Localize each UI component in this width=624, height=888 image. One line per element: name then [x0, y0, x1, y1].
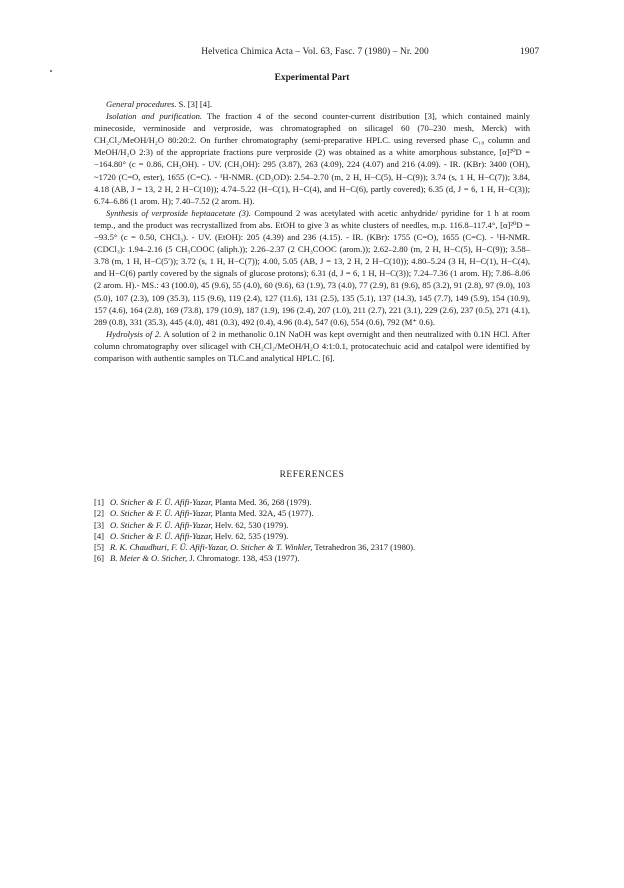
paragraph-lead: Isolation and purification. — [106, 111, 203, 122]
paragraph-lead: Synthesis of verproside heptaacetate (3). — [106, 207, 251, 218]
paragraph-text: Compound 2 was acetylated with acetic anhydride/ pyridine for 1 h at room temp., and the product was recrystallized from abs. EtOH to give 3 as white clusters of needles, m.p. 116.8–117.4°, [α]²⁰D = −93.5° (c = 0.50, CHCl₃). - UV. (EtOH): 205 (4.39) and 236 (4.15). - IR. (KBr): 1755 (C=O), 1655 (C=C). - ¹H-NMR. (CDCl₃): 1.94–2.16 (5 CH₃COOC (aliph.)); 2.26–2.37 (2 CH₃COOC (arom.)); 2.62–2.80 (m, 2 H, H−C(5), H−C(9)); 3.58–3.78 (m, 1 H, H−C(5′)); 3.72 (s, 1 H, H−C(7)); 4.00, 5.05 (AB, J = 13, 2 H, 2 H−C(10)); 4.80–5.24 (3 H, H−C(1), H−C(4), and H−C(6) partly covered by the signals of glucose protons); 6.31 (d, J = 6, 1 H, H−C(3)); 7.24–7.36 (1 arom. H); 7.86–8.06 (2 arom. H).- MS.: 43 (100.0), 45 (9.6), 55 (4.0), 60 (9.6), 63 (1.9), 73 (4.0), 77 (2.9), 81 (9.6), 85 (3.2), 91 (2.8), 97 (9.0), 103 (5.0), 107 (2.3), 109 (35.3), 115 (9.6), 119 (2.4), 127 (11.6), 131 (2.5), 135 (5.1), 137 (14.3), 145 (7.7), 149 (5.9), 154 (10.9), 157 (4.6), 164 (2.8), 169 (73.8), 179 (10.9), 187 (1.9), 196 (2.4), 207 (1.0), 211 (2.7), 221 (3.1), 229 (2.6), 237 (0.5), 271 (4.1), 289 (0.8), 331 (35.3), 445 (4.0), 481 (0.3), 492 (0.4), 4.96 (0.4), 547 (0.6), 554 (0.6), 792 (M⁺ 0.6). — [94, 207, 530, 327]
reference-authors: O. Sticher & F. Ü. Afifi-Yazar, — [110, 497, 213, 507]
reference-number: [6] — [94, 553, 105, 564]
reference-source: J. Chromatogr. 138, 453 (1977). — [187, 553, 300, 564]
reference-text — [110, 508, 534, 519]
experimental-body — [94, 98, 530, 364]
reference-authors: O. Sticher & F. Ü. Afifi-Yazar, — [110, 508, 213, 519]
reference-source: Planta Med. 32A, 45 (1977). — [212, 508, 314, 519]
reference-source: Tetrahedron 36, 2317 (1980). — [312, 542, 416, 553]
reference-authors: R. K. Chaudhuri, F. Ü. Afifi-Yazar, O. Sticher & T. Winkler, — [110, 542, 313, 553]
reference-text — [110, 542, 534, 553]
reference-text — [110, 497, 534, 508]
running-head: Helvetica Chimica Acta – Vol. 63, Fasc. 7 (1980) – Nr. 200 — [201, 47, 429, 57]
reference-authors: O. Sticher & F. Ü. Afifi-Yazar, — [110, 530, 213, 541]
page-number: 1907 — [520, 46, 540, 57]
reference-item — [94, 520, 534, 531]
reference-authors: O. Sticher & F. Ü. Afifi-Yazar, — [110, 519, 213, 530]
reference-item — [94, 531, 534, 542]
reference-authors: B. Meier & O. Sticher, — [110, 553, 188, 564]
reference-text — [110, 553, 534, 564]
paragraph-text: A solution of 2 in methanolic 0.1N NaOH was kept overnight and then neutralized with 0.1N HCl. After column chromatography over silicagel with CH₂Cl₂/MeOH/H₂O 4:1:0.1, protocatechuic acid and catalpol were identified by comparison with authentic samples on TLC.and analytical HPLC. [6]. — [94, 328, 530, 363]
references-title: REFERENCES — [279, 470, 345, 480]
margin-speck — [50, 70, 52, 72]
paragraph-text: The fraction 4 of the second counter-current distribution [3], which contained mainly minecoside, verminoside and verproside, was chromatographed on silicagel 60 (70–230 mesh, Merck) with CH₂Cl₂/MeOH/H₂O 80:20:2. On further chromatography (semi-preparative HPLC. using reversed phase C₁₈ column and MeOH/H₂O 2:3) of the appropriate fractions pure verproside (2) was obtained as a white amorphous substance, [α]²⁰D = −164.80° (c = 0.86, CH₃OH). - UV. (CH₃OH): 295 (3.87), 263 (4.09), 224 (4.07) and 216 (4.09). - IR. (KBr): 3400 (OH), ~1720 (C=O, ester), 1655 (C=C). - ¹H-NMR. (CD₃OD): 2.54–2.70 (m, 2 H, H−C(5), H−C(9)); 3.74 (s, 1 H, H−C(7)); 3.84, 4.18 (AB, J = 13, 2 H, 2 H−C(10)); 4.74–5.22 (H−C(1), H−C(4), and H−C(6), partly covered); 6.35 (d, J = 6, 1 H, H−C(3)); 6.74–6.86 (1 arom. H); 7.40–7.52 (2 arom. H). — [94, 111, 531, 206]
reference-source: Helv. 62, 530 (1979). — [212, 519, 289, 530]
reference-number: [4] — [94, 530, 105, 541]
reference-text — [110, 531, 534, 542]
reference-source: Helv. 62, 535 (1979). — [212, 530, 289, 541]
reference-number: [3] — [94, 519, 105, 530]
reference-item — [94, 542, 534, 553]
reference-item — [94, 553, 534, 564]
reference-text — [110, 520, 534, 531]
reference-number: [1] — [94, 497, 105, 507]
paragraph-text: S. [3] [4]. — [176, 99, 213, 109]
paragraph-general-procedures — [94, 98, 530, 110]
references-list — [94, 497, 534, 565]
reference-item — [94, 497, 534, 508]
section-title: Experimental Part — [274, 73, 350, 83]
reference-number: [5] — [94, 542, 105, 553]
paragraph-hydrolysis — [94, 328, 530, 364]
paragraph-lead: Hydrolysis of 2. — [106, 328, 162, 339]
reference-number: [2] — [94, 508, 105, 519]
reference-source: Planta Med. 36, 268 (1979). — [212, 497, 312, 507]
paragraph-synthesis — [94, 207, 530, 328]
reference-item — [94, 508, 534, 519]
paragraph-isolation — [94, 110, 530, 207]
paragraph-lead: General procedures. — [106, 99, 177, 109]
